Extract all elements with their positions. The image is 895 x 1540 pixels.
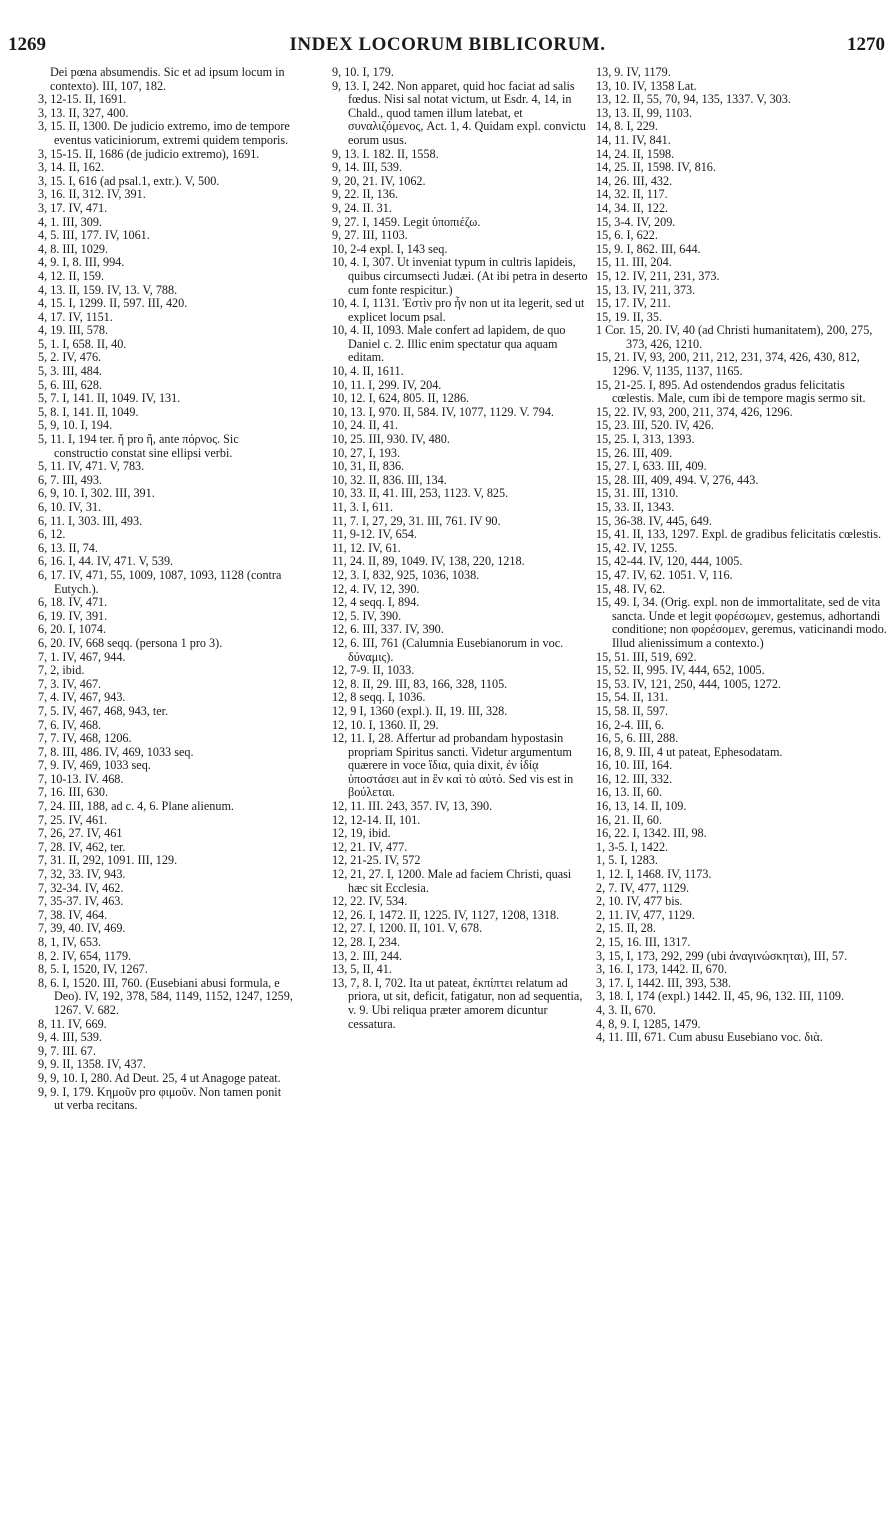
index-entry: 15, 33. II, 1343. xyxy=(596,500,675,514)
index-entry: 6, 20. I, 1074. xyxy=(38,622,107,637)
page-header xyxy=(0,34,895,60)
index-entry: 12, 3. I, 832, 925, 1036, 1038. xyxy=(332,567,480,582)
index-entry: 3, 15. II, 1300. De judicio extremo, imo de tempore eventus vaticiniorum, extremi quidem temporis. xyxy=(38,119,290,147)
index-entry: 16, 10. III, 164. xyxy=(596,758,673,773)
index-entry: 8, 6. I, 1520. III, 760. (Eusebiani abusi formula, e Deo). IV, 192, 378, 584, 1149, 1152, 1247, 1259, 1267. V. 682. xyxy=(38,975,293,1017)
index-entry: 15, 26. III, 409. xyxy=(596,445,673,460)
index-entry: 14, 8. I, 229. xyxy=(596,119,658,134)
index-entry: 7, 9. IV, 469, 1033 seq. xyxy=(38,758,151,773)
index-entry: 5, 3. III, 484. xyxy=(38,364,102,379)
index-entry: 15, 22. IV, 93, 200, 211, 374, 426, 1296. xyxy=(596,404,793,419)
index-entry: 15, 6. I, 622. xyxy=(596,228,658,243)
index-entry: 3, 15, I, 173, 292, 299 (ubi ἀναγινώσκηται), III, 57. xyxy=(596,948,848,963)
index-entry: 9, 13. I. 182. II, 1558. xyxy=(332,146,439,161)
index-entry: 13, 10. IV, 1358 Lat. xyxy=(596,78,697,93)
index-entry: 12, 9 I, 1360 (expl.). II, 19. III, 328. xyxy=(332,703,508,718)
index-entry: 5, 7. I, 141. II, 1049. IV, 131. xyxy=(38,391,181,406)
index-entry: 7, 32-34. IV, 462. xyxy=(38,880,124,895)
index-entry: 10, 2-4 expl. I, 143 seq. xyxy=(332,241,448,256)
index-entry: 15, 9. I, 862. III, 644. xyxy=(596,241,701,256)
index-column-1 xyxy=(38,66,293,1113)
index-entry: 15, 11. III, 204. xyxy=(596,255,672,270)
index-entry: 7, 25. IV, 461. xyxy=(38,812,108,827)
index-entry: 16, 13, 14. II, 109. xyxy=(596,799,687,814)
index-entry: 7, 38. IV, 464. xyxy=(38,907,108,922)
index-entry: 15, 51. III, 519, 692. xyxy=(596,649,697,664)
index-entry: 12, 21, 27. I, 1200. Male ad faciem Christi, quasi hæc sit Ecclesia. xyxy=(332,867,572,895)
index-entry: 4, 17. IV, 1151. xyxy=(38,309,113,324)
index-entry: 15, 42. IV, 1255. xyxy=(596,540,678,555)
index-entry: 4, 1. III, 309. xyxy=(38,214,102,229)
index-entry: 12, 5. IV, 390. xyxy=(332,608,402,623)
index-entry: 7, 28. IV, 462, ter. xyxy=(38,839,126,854)
index-entry: 5, 11. I, 194 ter. ἤ pro ἤ, ante πόρνος. Sic constructio constat sine ellipsi verbi. xyxy=(38,432,239,460)
index-entry: 12, 11. I, 28. Affertur ad probandam hypostasin propriam Spiritus sancti. Videtur argumentum quærere in voce ἴδια, quia dixit, ἐν ἰδίᾳ ὑποστάσει aut in ἓν καὶ τὸ αὐτό. Sed vis est in βούλεται. xyxy=(332,731,574,800)
index-entry: 3, 14. II, 162. xyxy=(38,160,105,175)
index-entry: 8, 2. IV, 654, 1179. xyxy=(38,948,132,963)
index-entry: 12, 22. IV, 534. xyxy=(332,894,408,909)
index-entry: 9, 24. II. 31. xyxy=(332,200,392,215)
index-entry: 12, 26. I, 1472. II, 1225. IV, 1127, 1208, 1318. xyxy=(332,907,560,922)
index-entry: 15, 36-38. IV, 445, 649. xyxy=(596,513,712,528)
index-entry: 14, 32. II, 117. xyxy=(596,187,668,202)
index-entry: 2, 11. IV, 477, 1129. xyxy=(596,907,695,922)
index-entry: 6, 16. I, 44. IV, 471. V, 539. xyxy=(38,554,174,569)
index-entry: 6, 12. xyxy=(38,527,66,542)
index-entry: 12, 21-25. IV, 572 xyxy=(332,853,421,868)
index-entry: 8, 1, IV, 653. xyxy=(38,935,102,949)
index-entry: 15, 17. IV, 211. xyxy=(596,296,671,311)
index-entry: 4, 19. III, 578. xyxy=(38,323,109,338)
index-entry: 4, 12. II, 159. xyxy=(38,268,105,283)
index-entry: 12, 28. I, 234. xyxy=(332,935,401,949)
index-entry: 9, 10. I, 179. xyxy=(332,65,394,79)
index-entry: 9, 7. III. 67. xyxy=(38,1043,96,1058)
index-entry: 9, 22. II, 136. xyxy=(332,187,399,202)
index-entry: 7, 35-37. IV, 463. xyxy=(38,894,124,909)
index-entry: 3, 18. I, 174 (expl.) 1442. II, 45, 96, 132. III, 1109. xyxy=(596,989,844,1004)
index-entry: 10, 25. III, 930. IV, 480. xyxy=(332,432,450,447)
index-entry: 9, 9. II, 1358. IV, 437. xyxy=(38,1057,146,1072)
index-entry: 2, 10. IV, 477 bis. xyxy=(596,894,683,909)
index-entry: 15, 49. I, 34. (Orig. expl. non de immortalitate, sed de vita sancta. Unde et legit φορέσωμεν, gestemus, adhortandi conditione; non φορέσομεν, geremus, vaticinandi modo. Illud alienissimum a contexto.) xyxy=(596,595,887,650)
index-entry: 9, 27. III, 1103. xyxy=(332,228,408,243)
index-entry: 16, 8, 9. III, 4 ut pateat, Ephesodatam. xyxy=(596,744,783,759)
index-entry: 6, 10. IV, 31. xyxy=(38,500,102,514)
index-entry: 6, 9, 10. I, 302. III, 391. xyxy=(38,486,155,501)
index-entry: 7, 4. IV, 467, 943. xyxy=(38,690,126,705)
index-entry: 16, 21. II, 60. xyxy=(596,812,663,827)
index-entry: 7, 8. III, 486. IV, 469, 1033 seq. xyxy=(38,744,194,759)
index-entry: 1, 12. I, 1468. IV, 1173. xyxy=(596,867,712,882)
index-entry: 16, 5, 6. III, 288. xyxy=(596,731,679,746)
index-entry: 3, 15-15. II, 1686 (de judicio extremo), 1691. xyxy=(38,146,260,161)
index-entry: 8, 11. IV, 669. xyxy=(38,1016,107,1031)
index-entry: 9, 20, 21. IV, 1062. xyxy=(332,173,426,188)
index-entry: 9, 13. I, 242. Non apparet, quid hoc faciat ad salis fœdus. Nisi sal notat victum, ut Esdr. 4, 14, in Chald., quod tamen illum latebat, et συναλιζόμενος, Act. 1, 4. Quidam expl. convictu eorum usus. xyxy=(332,78,586,147)
index-entry: 12, 11. III. 243, 357. IV, 13, 390. xyxy=(332,799,493,814)
index-entry: 15, 53. IV, 121, 250, 444, 1005, 1272. xyxy=(596,676,781,691)
index-entry: 4, 9. I, 8. III, 994. xyxy=(38,255,125,270)
index-entry: 15, 23. III, 520. IV, 426. xyxy=(596,418,714,433)
index-entry: 7, 2, ibid. xyxy=(38,663,85,678)
index-entry: 10, 31, II, 836. xyxy=(332,459,405,474)
index-entry: 9, 9. I, 179. Κημοῦν pro φιμοῦν. Non tamen ponit ut verba recitans. xyxy=(38,1084,282,1113)
index-entry: 15, 13. IV, 211, 373. xyxy=(596,282,696,297)
index-entry: 6, 7. III, 493. xyxy=(38,472,102,487)
index-entry: 1, 3-5. I, 1422. xyxy=(596,839,669,854)
index-entry: Dei pœna absumendis. Sic et ad ipsum locum in contexto). III, 107, 182. xyxy=(50,65,285,93)
index-entry: 14, 24. II, 1598. xyxy=(596,146,675,161)
page-title: INDEX LOCORUM BIBLICORUM. xyxy=(289,34,606,55)
index-entry: 4, 3. II, 670. xyxy=(596,1002,656,1017)
index-entry: 14, 11. IV, 841. xyxy=(596,132,671,147)
index-entry: 13, 2. III, 244. xyxy=(332,948,403,963)
index-entry: 2, 7. IV, 477, 1129. xyxy=(596,880,690,895)
index-entry: 2, 15. II, 28. xyxy=(596,921,656,936)
index-entry: 7, 7. IV, 468, 1206. xyxy=(38,731,132,746)
index-entry: 15, 41. II, 133, 1297. Expl. de gradibus felicitatis cœlestis. xyxy=(596,527,882,542)
index-entry: 6, 17. IV, 471, 55, 1009, 1087, 1093, 1128 (contra Eutych.). xyxy=(38,567,282,596)
index-entry: 15, 27. I, 633. III, 409. xyxy=(596,459,707,474)
index-entry: 12, 7-9. II, 1033. xyxy=(332,663,415,678)
index-entry: 5, 1. I, 658. II, 40. xyxy=(38,336,127,351)
index-entry: 3, 12-15. II, 1691. xyxy=(38,92,127,107)
index-entry: 4, 8, 9. I, 1285, 1479. xyxy=(596,1016,701,1031)
index-entry: 7, 5. IV, 467, 468, 943, ter. xyxy=(38,703,169,718)
index-entry: 1, 5. I, 1283. xyxy=(596,853,658,868)
index-entry: 12, 8 seqq. I, 1036. xyxy=(332,690,426,705)
index-entry: 12, 4. IV, 12, 390. xyxy=(332,581,420,596)
index-entry: 13, 12. II, 55, 70, 94, 135, 1337. V, 303. xyxy=(596,92,791,107)
index-entry: 13, 5, II, 41. xyxy=(332,962,392,977)
index-entry: 12, 4 seqq. I, 894. xyxy=(332,595,420,610)
index-entry: 15, 47. IV, 62. 1051. V, 116. xyxy=(596,567,733,582)
index-entry: 16, 2-4. III, 6. xyxy=(596,717,665,732)
index-entry: 15, 42-44. IV, 120, 444, 1005. xyxy=(596,554,743,569)
index-entry: 7, 26, 27. IV, 461 xyxy=(38,826,123,841)
index-entry: 15, 25. I, 313, 1393. xyxy=(596,432,695,447)
index-entry: 12, 8. II, 29. III, 83, 166, 328, 1105. xyxy=(332,676,508,691)
index-entry: 5, 2. IV, 476. xyxy=(38,350,102,365)
index-entry: 11, 3. I, 611. xyxy=(332,500,394,514)
index-entry: 6, 13. II, 74. xyxy=(38,540,98,555)
index-entry: 10, 24. II, 41. xyxy=(332,418,399,433)
index-entry: 12, 6. III, 761 (Calumnia Eusebianorum in voc. δύναμις). xyxy=(332,635,564,664)
index-entry: 7, 16. III, 630. xyxy=(38,785,109,800)
index-entry: 3, 17. IV, 471. xyxy=(38,200,108,215)
index-entry: 10, 13. I, 970. II, 584. IV, 1077, 1129. V. 794. xyxy=(332,404,554,419)
index-entry: 3, 16. I, 173, 1442. II, 670. xyxy=(596,962,728,977)
index-entry: 10, 27, I, 193. xyxy=(332,445,401,460)
index-entry: 15, 54. II, 131. xyxy=(596,690,669,705)
index-entry: 15, 21. IV, 93, 200, 211, 212, 231, 374, 426, 430, 812, 1296. V, 1135, 1137, 1165. xyxy=(596,350,860,379)
index-entry: 10, 4. II, 1611. xyxy=(332,364,404,379)
index-entry: 4, 11. III, 671. Cum abusu Eusebiano voc. διὰ. xyxy=(596,1030,823,1045)
index-entry: 15, 28. III, 409, 494. V, 276, 443. xyxy=(596,472,759,487)
index-entry: 12, 12-14. II, 101. xyxy=(332,812,421,827)
index-entry: 5, 6. III, 628. xyxy=(38,377,102,392)
index-entry: 10, 32. II, 836. III, 134. xyxy=(332,472,447,487)
index-entry: 13, 9. IV, 1179. xyxy=(596,65,671,79)
index-entry: 6, 18. IV, 471. xyxy=(38,595,108,610)
index-entry: 3, 15. I, 616 (ad psal.1, extr.). V, 500. xyxy=(38,173,220,188)
index-entry: 12, 6. III, 337. IV, 390. xyxy=(332,622,444,637)
index-entry: 14, 25. II, 1598. IV, 816. xyxy=(596,160,716,175)
index-entry: 15, 21-25. I, 895. Ad ostendendos gradus felicitatis cœlestis. Male, cum ibi de tempore magis sermo sit. xyxy=(596,377,866,406)
index-entry: 7, 1. IV, 467, 944. xyxy=(38,649,126,664)
index-entry: 1 Cor. 15, 20. IV, 40 (ad Christi humanitatem), 200, 275, 373, 426, 1210. xyxy=(596,323,873,351)
index-entry: 6, 11. I, 303. III, 493. xyxy=(38,513,143,528)
index-entry: 9, 14. III, 539. xyxy=(332,160,403,175)
index-entry: 7, 39, 40. IV, 469. xyxy=(38,921,126,936)
index-entry: 5, 9, 10. I, 194. xyxy=(38,418,113,433)
index-entry: 8, 5. I, 1520, IV, 1267. xyxy=(38,962,148,977)
index-entry: 6, 20. IV, 668 seqq. (persona 1 pro 3). xyxy=(38,635,223,650)
index-entry: 10, 33. II, 41. III, 253, 1123. V, 825. xyxy=(332,486,509,501)
index-entry: 4, 13. II, 159. IV, 13. V, 788. xyxy=(38,282,178,297)
index-entry: 12, 21. IV, 477. xyxy=(332,839,408,854)
index-entry: 4, 8. III, 1029. xyxy=(38,241,109,256)
index-entry: 7, 31. II, 292, 1091. III, 129. xyxy=(38,853,178,868)
index-entry: 15, 19. II, 35. xyxy=(596,309,663,324)
index-entry: 12, 10. I, 1360. II, 29. xyxy=(332,717,439,732)
index-entry: 10, 11. I, 299. IV, 204. xyxy=(332,377,442,392)
index-entry: 11, 7. I, 27, 29, 31. III, 761. IV 90. xyxy=(332,513,501,528)
index-entry: 15, 12. IV, 211, 231, 373. xyxy=(596,268,720,283)
index-entry: 7, 24. III, 188, ad c. 4, 6. Plane alienum. xyxy=(38,799,234,814)
index-entry: 5, 8. I, 141. II, 1049. xyxy=(38,404,139,419)
index-entry: 3, 13. II, 327, 400. xyxy=(38,105,129,120)
index-entry: 6, 19. IV, 391. xyxy=(38,608,108,623)
index-entry: 14, 34. II, 122. xyxy=(596,200,669,215)
index-entry: 10, 4. II, 1093. Male confert ad lapidem, de quo Daniel c. 2. Illic enim spectatur qua aquam editam. xyxy=(332,323,566,365)
index-entry: 15, 52. II, 995. IV, 444, 652, 1005. xyxy=(596,663,765,678)
index-entry: 14, 26. III, 432. xyxy=(596,173,673,188)
index-entry: 15, 58. II, 597. xyxy=(596,703,669,718)
index-entry: 10, 4. I, 307. Ut inveniat typum in cultris lapideis, quibus circumsecti Judæi. (At ibi petra in deserto cum fonte respicitur.) xyxy=(332,255,588,297)
index-entry: 16, 12. III, 332. xyxy=(596,771,673,786)
index-entry: 7, 32, 33. IV, 943. xyxy=(38,867,126,882)
index-entry: 5, 11. IV, 471. V, 783. xyxy=(38,459,145,474)
index-entry: 15, 48. IV, 62. xyxy=(596,581,666,596)
index-entry: 10, 4. I, 1131. Ἐστὶν pro ἦν non ut ita legerit, sed ut explicet locum psal. xyxy=(332,296,585,324)
index-entry: 3, 17. I, 1442. III, 393, 538. xyxy=(596,975,732,990)
index-entry: 11, 12. IV, 61. xyxy=(332,540,401,555)
index-entry: 7, 6. IV, 468. xyxy=(38,717,102,732)
index-entry: 11, 9-12. IV, 654. xyxy=(332,527,417,542)
index-entry: 4, 5. III, 177. IV, 1061. xyxy=(38,228,150,243)
index-entry: 4, 15. I, 1299. II, 597. III, 420. xyxy=(38,296,188,311)
index-column-3 xyxy=(596,66,888,1045)
index-entry: 16, 13. II, 60. xyxy=(596,785,663,800)
index-entry: 13, 13. II, 99, 1103. xyxy=(596,105,693,120)
index-entry: 15, 3-4. IV, 209. xyxy=(596,214,676,229)
left-page-number: 1269 xyxy=(8,34,46,55)
index-entry: 12, 19, ibid. xyxy=(332,826,391,841)
index-entry: 10, 12. I, 624, 805. II, 1286. xyxy=(332,391,470,406)
index-entry: 13, 7, 8. I, 702. Ita ut pateat, ἐκπίπτει relatum ad priora, ut sit, deficit, fatigatur, non ad sequentia, v. 9. Ubi reliqua præter amorem dicuntur cessatura. xyxy=(332,975,583,1031)
index-column-2 xyxy=(332,66,590,1031)
index-entry: 7, 10-13. IV. 468. xyxy=(38,771,124,786)
index-entry: 15, 31. III, 1310. xyxy=(596,486,679,501)
index-entry: 2, 15, 16. III, 1317. xyxy=(596,935,691,949)
index-entry: 9, 4. III, 539. xyxy=(38,1030,102,1045)
index-entry: 3, 16. II, 312. IV, 391. xyxy=(38,187,146,202)
index-entry: 9, 27. I, 1459. Legit ὑποπιέζω. xyxy=(332,214,481,229)
right-page-number: 1270 xyxy=(847,34,885,55)
index-entry: 16, 22. I, 1342. III, 98. xyxy=(596,826,707,841)
index-entry: 7, 3. IV, 467. xyxy=(38,676,102,691)
index-entry: 11, 24. II, 89, 1049. IV, 138, 220, 1218. xyxy=(332,554,525,569)
index-entry: 9, 9, 10. I, 280. Ad Deut. 25, 4 ut Anagoge pateat. xyxy=(38,1070,281,1085)
index-entry: 12, 27. I, 1200. II, 101. V, 678. xyxy=(332,921,483,936)
